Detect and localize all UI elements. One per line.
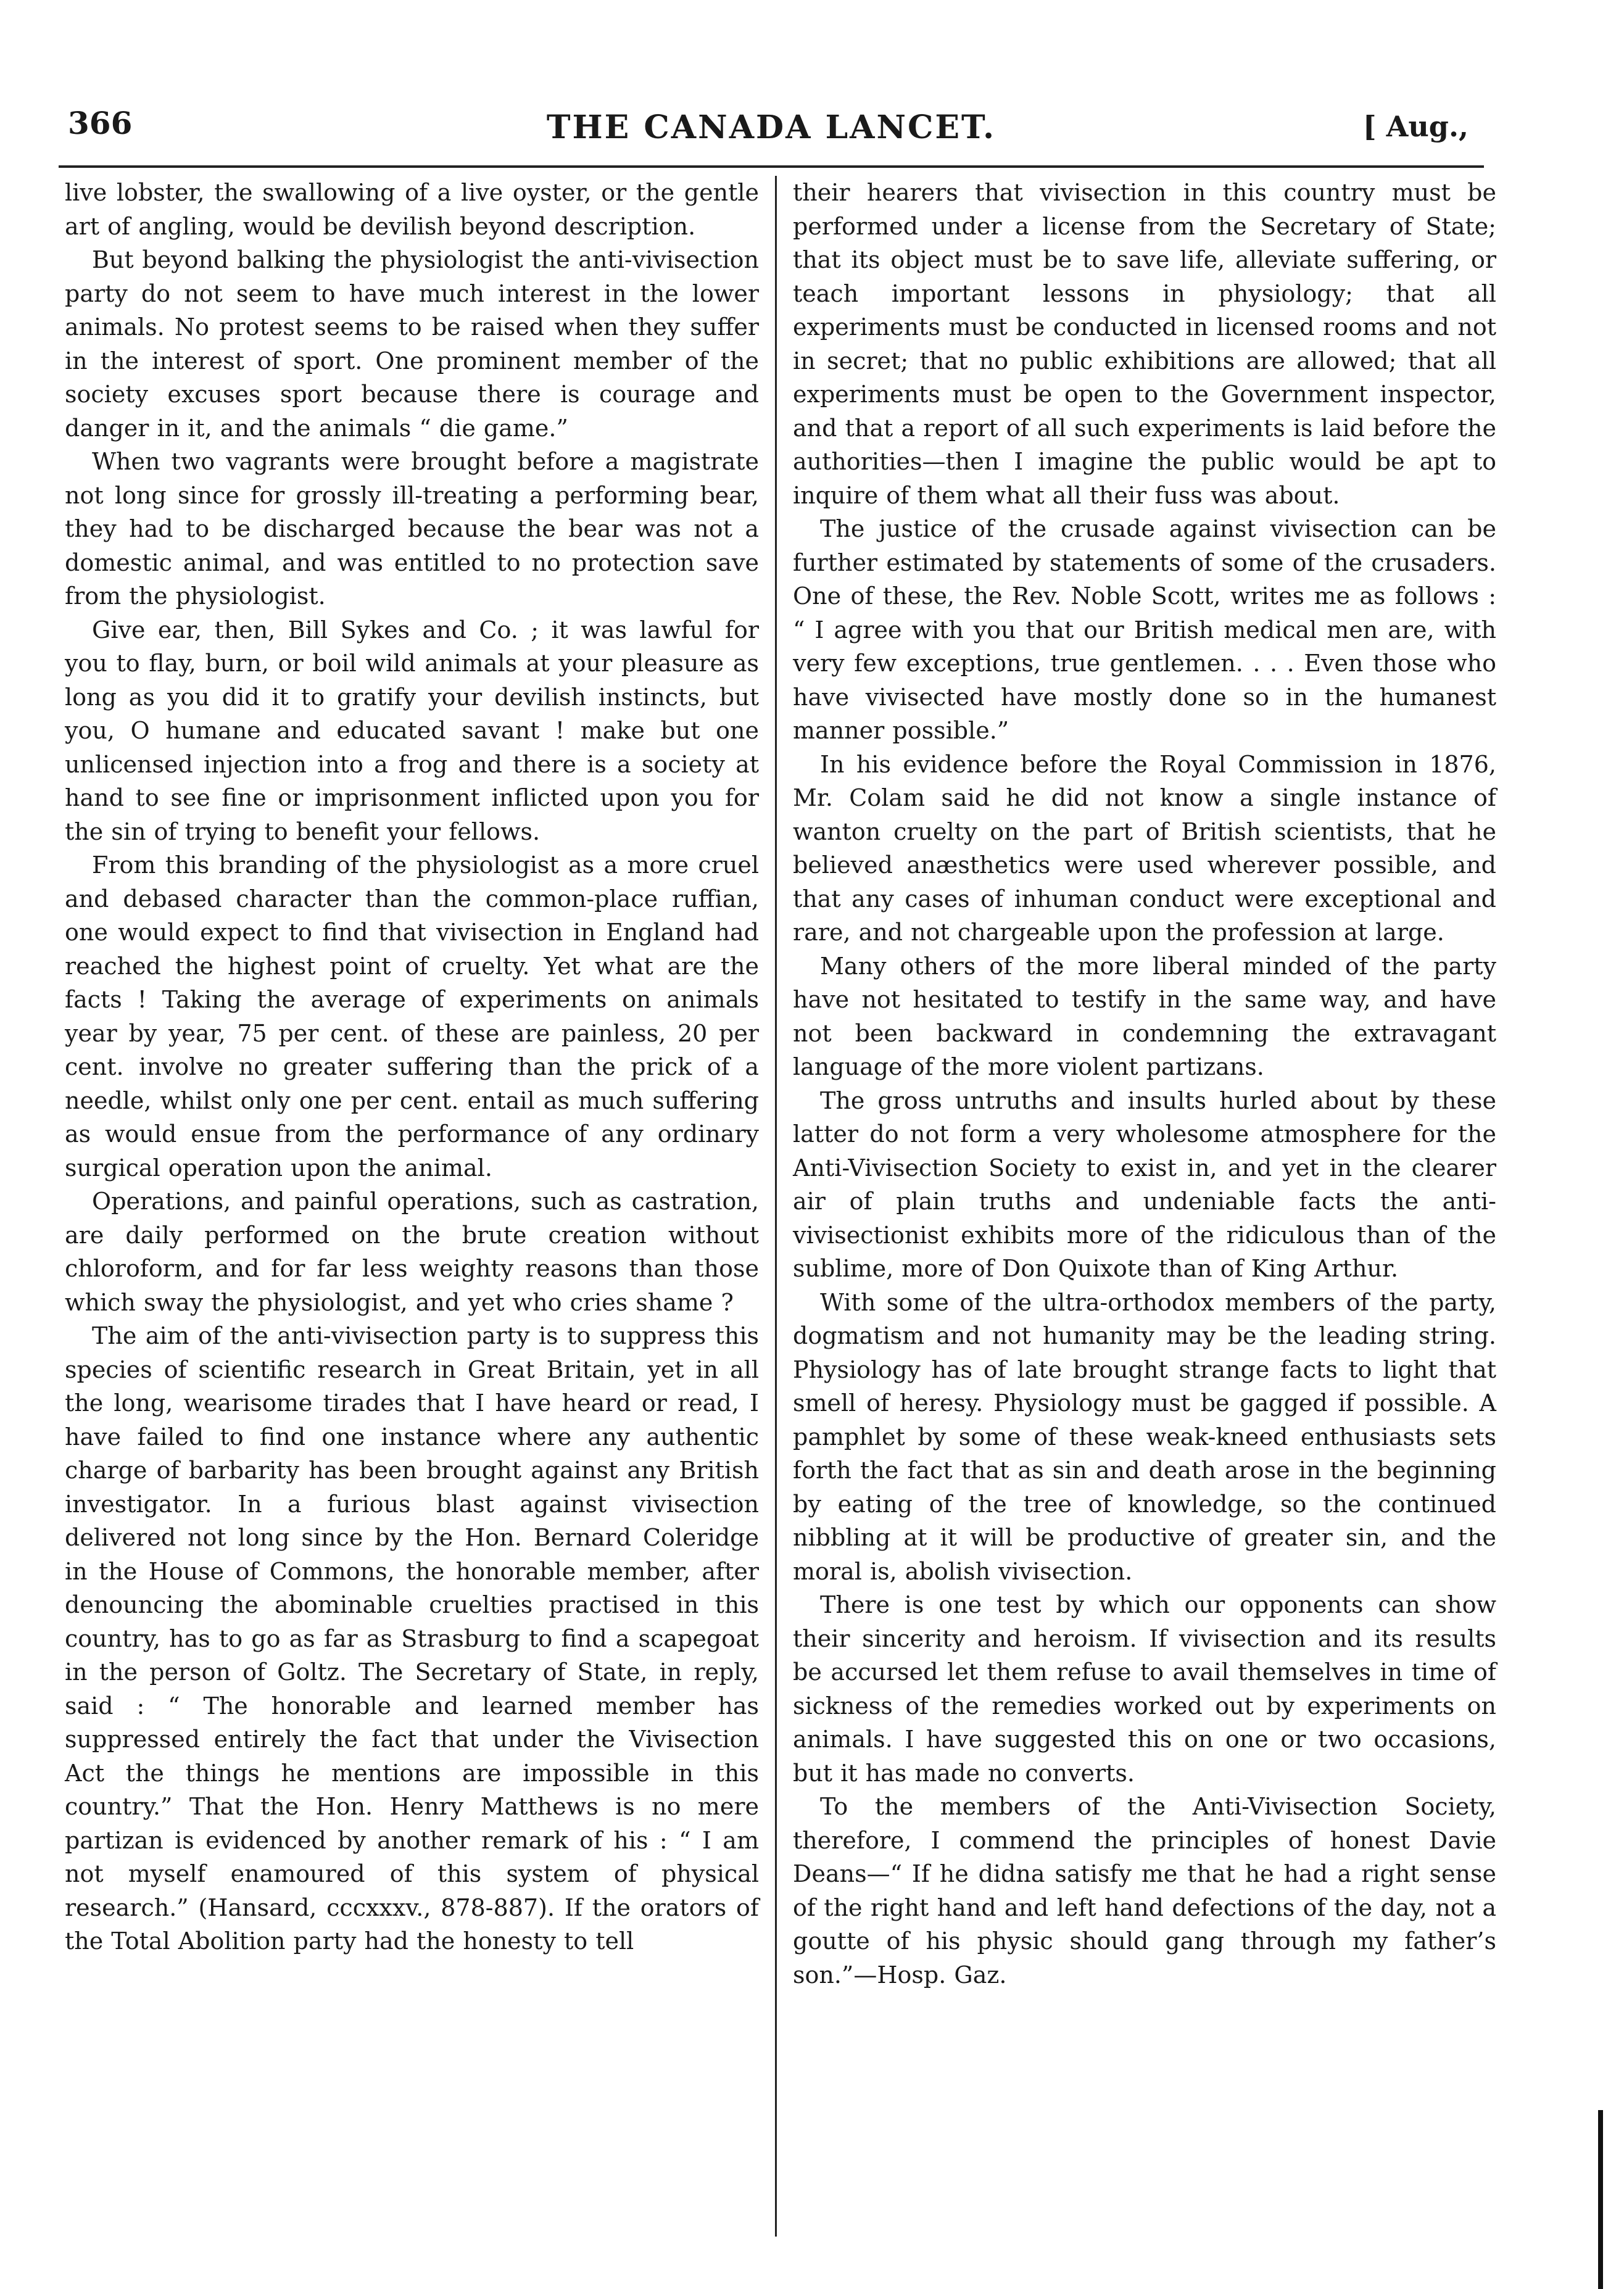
paragraph: live lobster, the swallowing of a live oyster, or the gentle art of angling, would be devilish beyond description. — [65, 179, 759, 240]
paragraph: To the members of the Anti-Vivisection Society, therefore, I commend the principles of honest Davie Deans—“ If he didna satisfy me that he had a right sense of the right hand and left hand defections of the day, not a goutte of his physic should gang through my father’s son.”—Hosp. Gaz. — [793, 1793, 1496, 1989]
header-rule — [59, 165, 1484, 168]
page-number: 366 — [68, 105, 133, 141]
paragraph: From this branding of the physiologist as a more cruel and debased character than the common-place ruffian, one would expect to find that vivisection in England had reached the highest point of cruelty. Yet what are the facts ! Taking the average of experiments on animals year by year, 75 per cent. of these are painless, 20 per cent. involve no greater suffering than the prick of a needle, whilst only one per cent. entail as much suffering as would ensue from the performance of any ordinary surgical operation upon the animal. — [65, 851, 759, 1182]
paragraph: Give ear, then, Bill Sykes and Co. ; it was lawful for you to flay, burn, or boil wild animals at your pleasure as long as you did it to gratify your devilish instincts, but you, O humane and educated savant ! make but one unlicensed injection into a frog and there is a society at hand to see fine or imprisonment inflicted upon you for the sin of trying to benefit your fellows. — [65, 616, 759, 845]
issue-month: [ Aug., — [1362, 110, 1469, 143]
journal-title: THE CANADA LANCET. — [546, 109, 996, 146]
paragraph: Many others of the more liberal minded of the party have not hesitated to testify in the same way, and have not been backward in condemning the extravagant language of the more violent partizans. — [793, 952, 1496, 1080]
paragraph: The justice of the crusade against vivisection can be further estimated by statements of some of the crusaders. One of these, the Rev. Noble Scott, writes me as follows : “ I agree with you that our British medical men are, with very few exceptions, true gentlemen. . . . Even those who have vivisected have mostly done so in the humanest manner possible.” — [793, 515, 1496, 744]
paragraph: In his evidence before the Royal Commission in 1876, Mr. Colam said he did not know a single instance of wanton cruelty on the part of British scientists, that he believed anæsthetics were used wherever possible, and that any cases of inhuman conduct were exceptional and rare, and not chargeable upon the profession at large. — [793, 750, 1496, 946]
paragraph: There is one test by which our opponents can show their sincerity and heroism. If vivisection and its results be accursed let them refuse to avail themselves in time of sickness of the remedies worked out by experiments on animals. I have suggested this on one or two occasions, but it has made no converts. — [793, 1591, 1496, 1787]
paragraph: their hearers that vivisection in this country must be performed under a license from the Secretary of State; that its object must be to save life, alleviate suffering, or teach important lessons in physiology; that all experiments must be conducted in licensed rooms and not in secret; that no public exhibitions are allowed; that all experiments must be open to the Government inspector, and that a report of all such experiments is laid before the authorities—then I imagine the public would be apt to inquire of them what all their fuss was about. — [793, 179, 1496, 509]
page-header — [62, 105, 1481, 160]
left-column — [65, 176, 759, 1958]
paragraph: The gross untruths and insults hurled about by these latter do not form a very wholesome atmosphere for the Anti-Vivisection Society to exist in, and yet in the clearer air of plain truths and undeniable facts the anti-vivisectionist exhibits more of the ridiculous than of the sublime, more of Don Quixote than of King Arthur. — [793, 1087, 1496, 1282]
right-column — [793, 176, 1496, 1992]
paragraph: The aim of the anti-vivisection party is to suppress this species of scientific research in Great Britain, yet in all the long, wearisome tirades that I have heard or read, I have failed to find one instance where any authentic charge of barbarity has been brought against any British investigator. In a furious blast against vivisection delivered not long since by the Hon. Bernard Coleridge in the House of Commons, the honorable member, after denouncing the abominable cruelties practised in this country, has to go as far as Strasburg to find a scapegoat in the person of Goltz. The Secretary of State, in reply, said : “ The honorable and learned member has suppressed entirely the fact that under the Vivisection Act the things he mentions are impossible in this country.” That the Hon. Henry Matthews is no mere partizan is evidenced by another remark of his : “ I am not myself enamoured of this system of physical research.” (Hansard, cccxxxv., 878-887). If the orators of the Total Abolition party had the honesty to tell — [65, 1322, 759, 1955]
paragraph: With some of the ultra-orthodox members of the party, dogmatism and not humanity may be the leading string. Physiology has of late brought strange facts to light that smell of heresy. Physiology must be gagged if possible. A pamphlet by some of these weak-kneed enthusiasts sets forth the fact that as sin and death arose in the beginning by eating of the tree of knowledge, so the continued nibbling at it will be productive of greater sin, and the moral is, abolish vivisection. — [793, 1288, 1496, 1585]
paragraph: Operations, and painful operations, such as castration, are daily performed on the brute creation without chloroform, and for far less weighty reasons than those which sway the physiologist, and yet who cries shame ? — [65, 1188, 759, 1316]
paragraph: When two vagrants were brought before a magistrate not long since for grossly ill-treating a performing bear, they had to be discharged because the bear was not a domestic animal, and was entitled to no protection save from the physiologist. — [65, 448, 759, 610]
binding-edge — [1598, 2110, 1603, 2289]
paragraph: But beyond balking the physiologist the anti-vivisection party do not seem to have much interest in the lower animals. No protest seems to be raised when they suffer in the interest of sport. One prominent member of the society excuses sport because there is courage and danger in it, and the animals “ die game.” — [65, 246, 759, 442]
column-divider — [775, 176, 777, 2237]
